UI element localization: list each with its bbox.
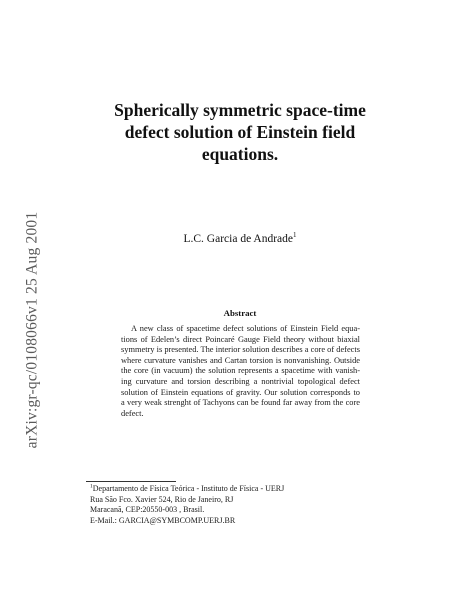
footnote-line: Rua São Fco. Xavier 524, Rio de Janeiro, RJ — [90, 494, 234, 504]
abstract-line: a very weak strenght of Tachyons can be found far away from the core — [121, 398, 360, 408]
author-footnote-mark: 1 — [293, 231, 297, 240]
footnote-email: E-Mail.: GARCIA@SYMBCOMP.UERJ.BR — [90, 515, 236, 525]
abstract-line: symmetry is presented. The interior solution describes a core of defects — [121, 345, 360, 355]
abstract-line: defect. — [121, 408, 144, 418]
title-line: defect solution of Einstein field — [124, 122, 356, 142]
abstract-body — [121, 324, 360, 419]
footnote-mark: 1 — [90, 483, 93, 490]
footnote-line: Maracanã, CEP:20550-003 , Brasil. — [90, 505, 205, 515]
arxiv-identifier: arXiv:gr-qc/0108066v1 25 Aug 2001 — [23, 211, 40, 449]
abstract-line: solution of Einstein equations of gravity. Our solution corresponds to — [121, 387, 360, 397]
abstract-line: where curvature vanishes and Cartan torsion is nonvanishing. Outside — [121, 355, 360, 365]
abstract-line: tions of Edelen’s direct Poincaré Gauge Field theory without biaxial — [121, 334, 360, 344]
abstract-heading: Abstract — [223, 308, 257, 318]
footnote-divider — [86, 481, 176, 482]
paper-title — [80, 99, 400, 165]
footnote-line — [90, 484, 390, 495]
title-line: Spherically symmetric space-time — [114, 100, 366, 120]
footnote-affiliation: Departamento de Física Teórica - Instituto de Física - UERJ — [92, 484, 285, 493]
abstract-line: ing curvature and torsion describing a nontrivial topological defect — [121, 376, 360, 386]
abstract-line: the core (in vacuum) the solution represents a spacetime with vanish- — [121, 366, 360, 376]
title-line: equations. — [201, 144, 279, 164]
author-name: L.C. Garcia de Andrade — [183, 233, 294, 245]
abstract-line: A new class of spacetime defect solutions of Einstein Field equa- — [131, 324, 360, 333]
arxiv-identifier-margin — [22, 180, 42, 480]
author-line — [80, 233, 400, 245]
footnote — [90, 484, 390, 526]
